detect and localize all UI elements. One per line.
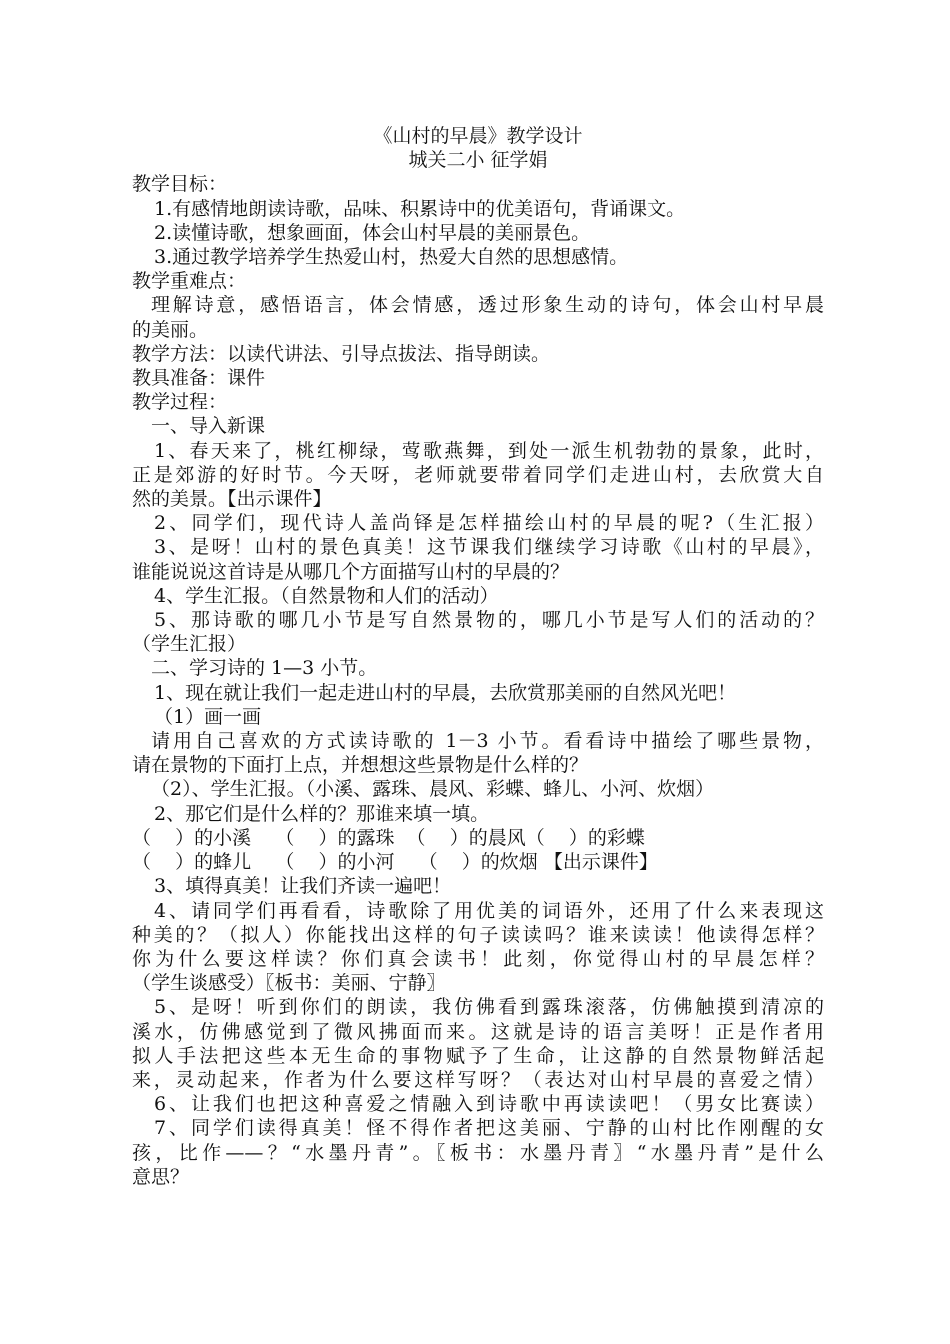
text-line: 2、那它们是什么样的？那谁来填一填。 — [154, 802, 490, 825]
document-title: 《山村的早晨》教学设计 — [373, 125, 583, 147]
text-line: （1）画一画 — [154, 705, 262, 728]
text-line: 谁能说说这首诗是从哪几个方面描写山村的早晨的？ — [132, 560, 570, 583]
text-line: 教学目标： — [132, 173, 228, 196]
text-line: 你为什么要这样读？你们真会读书！此刻，你觉得山村的早晨怎样？ — [132, 947, 824, 970]
document-body — [132, 124, 824, 1189]
text-line: 教学重难点： — [132, 270, 247, 293]
text-line: 1、现在就让我们一起走进山村的早晨，去欣赏那美丽的自然风光吧！ — [154, 681, 737, 704]
text-line: 4、请同学们再看看，诗歌除了用优美的词语外，还用了什么来表现这 — [154, 899, 824, 922]
text-line: 教具准备：课件 — [132, 367, 266, 390]
text-line: 请在景物的下面打上点，并想想这些景物是什么样的？ — [132, 754, 589, 777]
text-line: 4、学生汇报。（自然景物和人们的活动） — [154, 584, 499, 607]
text-line: 5、是呀！听到你们的朗读，我仿佛看到露珠滚落，仿佛触摸到清凉的 — [154, 996, 824, 1019]
text-line: 意思？ — [132, 1165, 190, 1188]
text-line: （学生汇报） — [132, 633, 247, 656]
text-line: 7、同学们读得真美！怪不得作者把这美丽、宁静的山村比作刚醒的女 — [154, 1117, 824, 1140]
text-line: 1、春天来了，桃红柳绿，莺歌燕舞，到处一派生机勃勃的景象，此时， — [154, 439, 824, 462]
text-line: 的美丽。 — [132, 318, 209, 341]
text-line: 来，灵动起来，作者为什么要这样写呀？（表达对山村早晨的喜爱之情） — [132, 1068, 824, 1091]
document-lines — [132, 172, 824, 1189]
text-line: 6、让我们也把这种喜爱之情融入到诗歌中再读读吧！（男女比赛读） — [154, 1093, 824, 1116]
text-line: 请用自己喜欢的方式读诗歌的 1－3 小节。看看诗中描绘了哪些景物， — [151, 730, 824, 753]
text-line: （学生谈感受）〖板书：美丽、宁静〗 — [132, 972, 446, 995]
text-line: 3.通过教学培养学生热爱山村，热爱大自然的思想感情。 — [154, 246, 629, 269]
text-line: 3、是呀！山村的景色真美！这节课我们继续学习诗歌《山村的早晨》， — [154, 536, 824, 559]
text-line: 正是郊游的好时节。今天呀，老师就要带着同学们走进山村，去欣赏大自 — [132, 463, 824, 486]
text-line: 3、填得真美！让我们齐读一遍吧！ — [154, 875, 452, 898]
document-author: 城关二小 征学娟 — [408, 149, 548, 172]
text-line: 5、那诗歌的哪几小节是写自然景物的，哪几小节是写人们的活动的？ — [154, 609, 824, 632]
text-line: 然的美景。【出示课件】 — [132, 488, 332, 511]
text-line: （2）、学生汇报。（小溪、露珠、晨风、彩蝶、蜂儿、小河、炊烟） — [151, 778, 715, 801]
text-line: 种美的？（拟人）你能找出这样的句子读读吗？谁来读读！他读得怎样？ — [132, 923, 824, 946]
text-line: 溪水，仿佛感觉到了微风拂面而来。这就是诗的语言美呀！正是作者用 — [132, 1020, 824, 1043]
text-line: 教学过程： — [132, 391, 228, 414]
text-line: 教学方法：以读代讲法、引导点拔法、指导朗读。 — [132, 342, 551, 365]
text-line: 二、学习诗的 1—3 小节。 — [151, 657, 378, 680]
text-line: 孩，比作——？“水墨丹青”。〖板书：水墨丹青〗“水墨丹青”是什么 — [132, 1141, 824, 1164]
text-line: （ ）的小溪 （ ）的露珠 （ ）的晨风（ ）的彩蝶 — [132, 826, 645, 849]
text-line: 2.读懂诗歌，想象画面，体会山村早晨的美丽景色。 — [154, 221, 591, 244]
text-line: 理解诗意，感悟语言，体会情感，透过形象生动的诗句，体会山村早晨 — [151, 294, 824, 317]
text-line: 2、同学们，现代诗人盖尚铎是怎样描绘山村的早晨的呢?（生汇报） — [154, 512, 824, 535]
text-line: 一、导入新课 — [151, 415, 266, 438]
text-line: 拟人手法把这些本无生命的事物赋予了生命，让这静的自然景物鲜活起 — [132, 1044, 824, 1067]
text-line: （ ）的蜂儿 （ ）的小河 （ ）的炊烟 【出示课件】 — [132, 851, 658, 874]
text-line: 1.有感情地朗读诗歌，品味、积累诗中的优美语句，背诵课文。 — [154, 197, 686, 220]
